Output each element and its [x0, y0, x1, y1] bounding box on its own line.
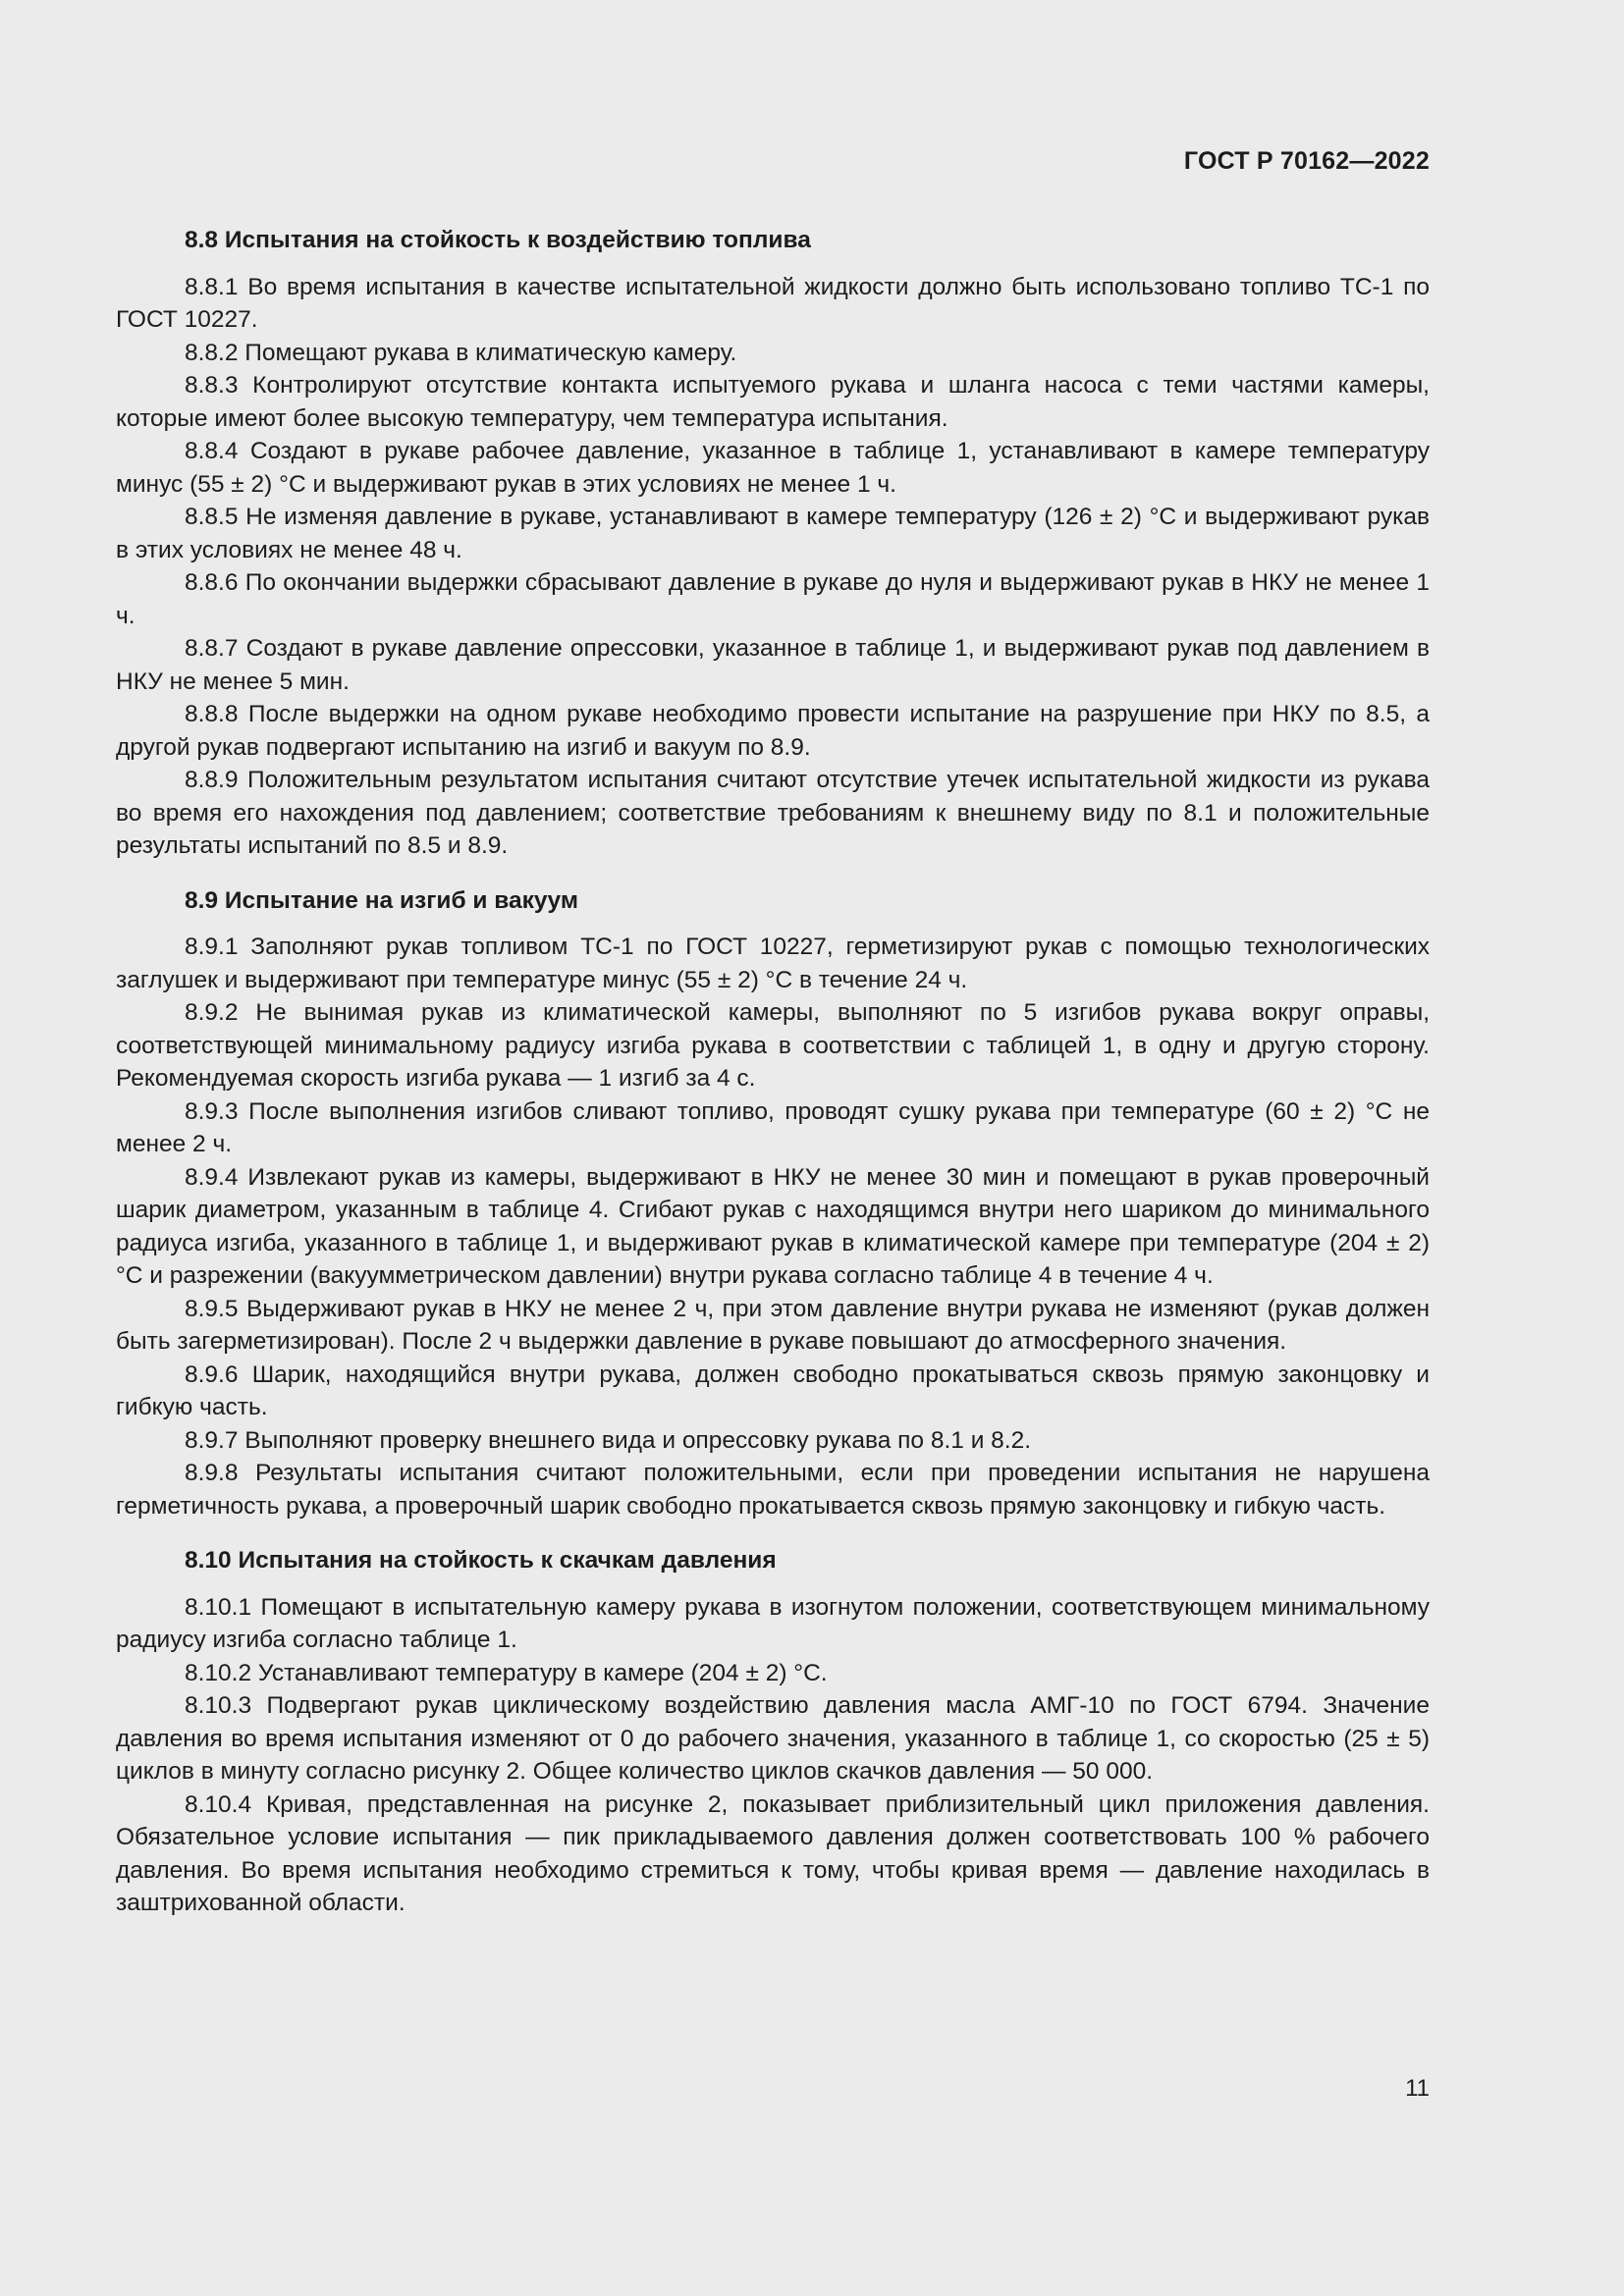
- section-8-9: [116, 884, 1430, 1523]
- paragraph-8-9-3: 8.9.3 После выполнения изгибов сливают топливо, проводят сушку рукава при температуре (60 ± 2) °С не менее 2 ч.: [116, 1097, 1430, 1157]
- paragraph-8-9-2: 8.9.2 Не вынимая рукав из климатической камеры, выполняют по 5 изгибов рукава вокруг оправы, соответствующей минимальному радиусу изгиба рукава в соответствии с таблицей 1, в одну и другую сторону. Рекомендуемая скорость изгиба рукава — 1 изгиб за 4 с.: [116, 999, 1430, 1092]
- paragraph-8-9-4: 8.9.4 Извлекают рукав из камеры, выдерживают в НКУ не менее 30 мин и помещают в рукав проверочный шарик диаметром, указанным в таблице 4. Сгибают рукав с находящимся внутри него шариком до минимального радиуса изгиба, указанного в таблице 1, и выдерживают рукав в климатической камере при температуре (204 ± 2) °С и разрежении (вакуумметрическом давлении) внутри рукава согласно таблице 4 в течение 4 ч.: [116, 1163, 1430, 1289]
- document-body: [116, 224, 1430, 1920]
- paragraph-8-9-7: 8.9.7 Выполняют проверку внешнего вида и опрессовку рукава по 8.1 и 8.2.: [185, 1426, 1032, 1454]
- paragraph-8-8-7: 8.8.7 Создают в рукаве давление опрессовки, указанное в таблице 1, и выдерживают рукав под давлением в НКУ не менее 5 мин.: [116, 635, 1430, 695]
- paragraph-8-8-6: 8.8.6 По окончании выдержки сбрасывают давление в рукаве до нуля и выдерживают рукав в НКУ не менее 1 ч.: [116, 569, 1430, 629]
- paragraph-8-10-3: 8.10.3 Подвергают рукав циклическому воздействию давления масла АМГ-10 по ГОСТ 6794. Значение давления во время испытания изменяют от 0 до рабочего значения, указанного в таблице 1, со скоростью (25 ± 5) циклов в минуту согласно рисунку 2. Общее количество циклов скачков давления — 50 000.: [116, 1692, 1430, 1785]
- section-8-10: [116, 1544, 1430, 1920]
- section-spacer: [116, 1522, 1430, 1544]
- section-spacer: [116, 863, 1430, 884]
- paragraph-8-9-5: 8.9.5 Выдерживают рукав в НКУ не менее 2 ч, при этом давление внутри рукава не изменяют (рукав должен быть загерметизирован). После 2 ч выдержки давление в рукаве повышают до атмосферного значения.: [116, 1295, 1430, 1355]
- paragraph-8-8-1: 8.8.1 Во время испытания в качестве испытательной жидкости должно быть использовано топливо ТС-1 по ГОСТ 10227.: [116, 273, 1430, 333]
- paragraph-8-8-8: 8.8.8 После выдержки на одном рукаве необходимо провести испытание на разрушение при НКУ по 8.5, а другой рукав подвергают испытанию на изгиб и вакуум по 8.9.: [116, 701, 1430, 761]
- paragraph-8-8-9: 8.8.9 Положительным результатом испытания считают отсутствие утечек испытательной жидкости из рукава во время его нахождения под давлением; соответствие требованиям к внешнему виду по 8.1 и положительные результаты испытаний по 8.5 и 8.9.: [116, 767, 1430, 859]
- paragraph-8-8-2: 8.8.2 Помещают рукава в климатическую камеру.: [185, 339, 737, 366]
- page-number: 11: [1405, 2075, 1430, 2102]
- paragraph-8-8-5: 8.8.5 Не изменяя давление в рукаве, устанавливают в камере температуру (126 ± 2) °С и выдерживают рукав в этих условиях не менее 48 ч.: [116, 504, 1430, 563]
- paragraph-8-9-1: 8.9.1 Заполняют рукав топливом ТС-1 по ГОСТ 10227, герметизируют рукав с помощью технологических заглушек и выдерживают при температуре минус (55 ± 2) °С в течение 24 ч.: [116, 934, 1430, 993]
- section-title: 8.8 Испытания на стойкость к воздействию топлива: [185, 227, 811, 253]
- section-8-8: [116, 224, 1430, 863]
- paragraph-8-9-8: 8.9.8 Результаты испытания считают положительными, если при проведении испытания не нарушена герметичность рукава, а проверочный шарик свободно прокатывается сквозь прямую законцовку и гибкую часть.: [116, 1460, 1430, 1520]
- paragraph-8-10-4: 8.10.4 Кривая, представленная на рисунке 2, показывает приблизительный цикл приложения давления. Обязательное условие испытания — пик прикладываемого давления должен соответствовать 100 % рабочего давления. Во время испытания необходимо стремиться к тому, чтобы кривая время — давление находилась в заштрихованной области.: [116, 1790, 1430, 1916]
- section-title: 8.9 Испытание на изгиб и вакуум: [185, 886, 578, 914]
- paragraph-8-8-3: 8.8.3 Контролируют отсутствие контакта испытуемого рукава и шланга насоса с теми частями камеры, которые имеют более высокую температуру, чем температура испытания.: [116, 372, 1430, 432]
- document-header: ГОСТ Р 70162—2022: [1183, 147, 1430, 175]
- section-title: 8.10 Испытания на стойкость к скачкам давления: [185, 1547, 777, 1574]
- paragraph-8-8-4: 8.8.4 Создают в рукаве рабочее давление, указанное в таблице 1, устанавливают в камере температуру минус (55 ± 2) °С и выдерживают рукав в этих условиях не менее 1 ч.: [116, 438, 1430, 498]
- paragraph-8-10-2: 8.10.2 Устанавливают температуру в камере (204 ± 2) °С.: [185, 1659, 828, 1686]
- paragraph-8-10-1: 8.10.1 Помещают в испытательную камеру рукава в изогнутом положении, соответствующем минимальному радиусу изгиба согласно таблице 1.: [116, 1593, 1430, 1653]
- paragraph-8-9-6: 8.9.6 Шарик, находящийся внутри рукава, должен свободно прокатываться сквозь прямую законцовку и гибкую часть.: [116, 1361, 1430, 1420]
